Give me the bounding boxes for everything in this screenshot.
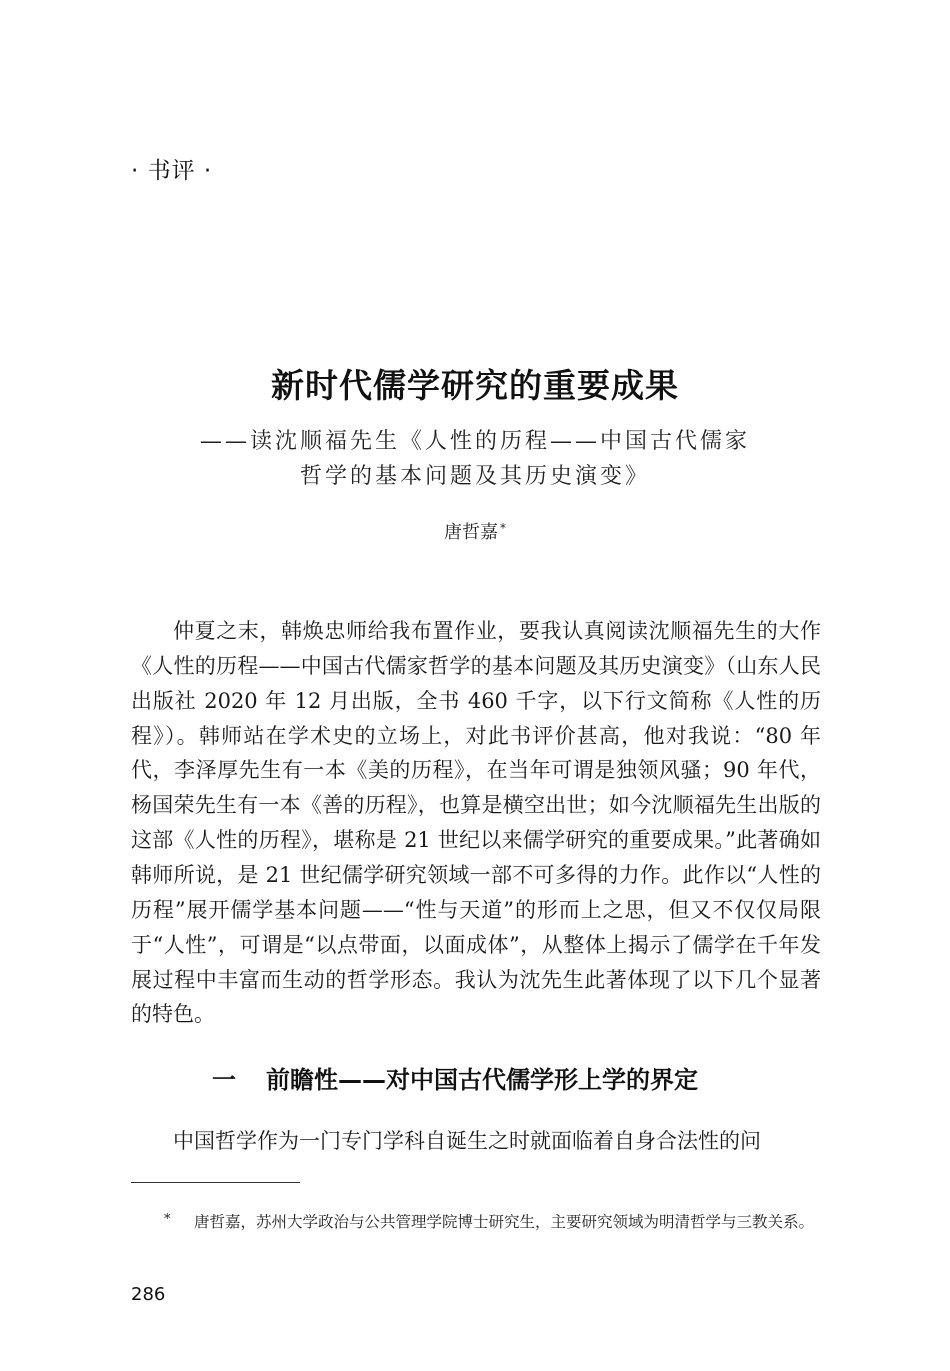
article-title: 新时代儒学研究的重要成果 — [271, 366, 679, 405]
article-subtitle-line-1: ——读沈顺福先生《人性的历程——中国古代儒家 — [199, 429, 750, 454]
section-heading-text: 前瞻性——对中国古代儒学形上学的界定 — [266, 1066, 698, 1094]
author-byline — [0, 518, 950, 544]
article-subtitle-line-2: 哲学的基本问题及其历史演变》 — [299, 464, 650, 489]
section-heading-number: 一 — [212, 1066, 236, 1094]
section-heading-1 — [212, 1060, 698, 1095]
author-footnote-marker[interactable]: * — [500, 521, 506, 535]
body-paragraph-2: 中国哲学作为一门专门学科自诞生之时就面临着自身合法性的问 — [173, 1129, 761, 1153]
footnote-text: 唐哲嘉，苏州大学政治与公共管理学院博士研究生，主要研究领域为明清哲学与三教关系。 — [194, 1213, 815, 1231]
page-number: 286 — [131, 1284, 166, 1305]
body-paragraph-1: 仲夏之末，韩焕忠师给我布置作业，要我认真阅读沈顺福先生的大作《人性的历程——中国古代儒家哲学的基本问题及其历史演变》（山东人民出版社 2020 年 12 月出版，全书 460 千字，以下行文简称《人性的历程》）。韩师站在学术史的立场上，对此书评价甚高，他对我说：“80 年代，李泽厚先生有一本《美的历程》，在当年可谓是独领风骚；90 年代，杨国荣先生有一本《善的历程》，也算是横空出世；如今沈顺福先生出版的这部《人性的历程》，堪称是 21 世纪以来儒学研究的重要成果。”此著确如韩师所说，是 21 世纪儒学研究领域一部不可多得的力作。此作以“人性的历程”展开儒学基本问题——“性与天道”的形而上之思，但又不仅仅局限于“人性”，可谓是“以点带面，以面成体”，从整体上揭示了儒学在千年发展过程中丰富而生动的哲学形态。我认为沈先生此著体现了以下几个显著的特色。 — [131, 619, 821, 1027]
footnote — [166, 1209, 821, 1236]
footnote-marker: * — [164, 1212, 171, 1227]
footnote-divider — [131, 1182, 300, 1183]
section-label: · 书评 · — [131, 158, 213, 184]
author-name: 唐哲嘉 — [444, 522, 498, 543]
